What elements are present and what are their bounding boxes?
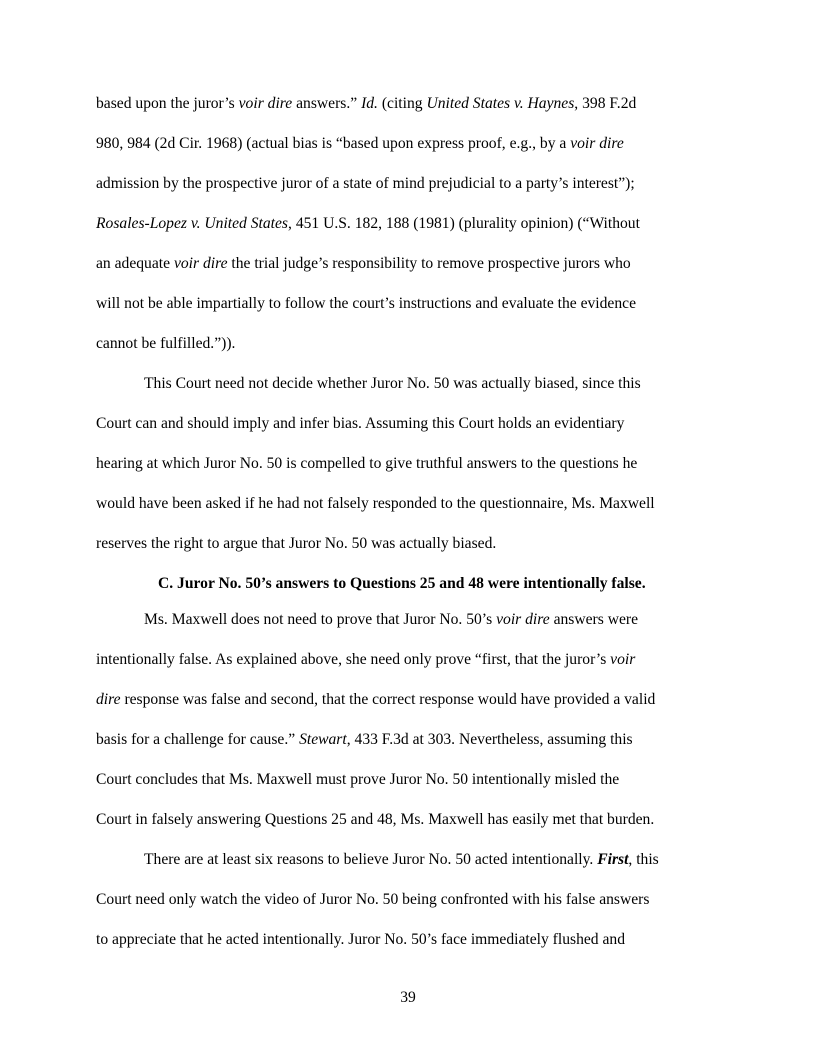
text-line [96, 730, 633, 750]
page-number: 39 [400, 989, 416, 1006]
text-run: the trial judge’s responsibility to remove prospective jurors who [227, 255, 631, 272]
text-run: United States v. Haynes [426, 95, 575, 112]
text-line [96, 94, 636, 114]
text-run: Court need only watch the video of Juror No. 50 being confronted with his false answers [96, 891, 650, 908]
text-run: response was false and second, that the correct response would have provided a valid [120, 691, 656, 708]
text-run: an adequate [96, 255, 174, 272]
text-run: voir dire [570, 135, 624, 152]
text-line [96, 294, 636, 314]
text-run: voir dire [496, 611, 550, 628]
text-run: There are at least six reasons to believe Juror No. 50 acted intentionally. [144, 851, 598, 868]
text-run: Court can and should imply and infer bias. Assuming this Court holds an evidentiary [96, 415, 625, 432]
text-run: Court in falsely answering Questions 25 and 48, Ms. Maxwell has easily met that burden. [96, 811, 655, 828]
text-run: answers.” [292, 95, 362, 112]
text-line [96, 254, 631, 274]
text-run: Court concludes that Ms. Maxwell must prove Juror No. 50 intentionally misled the [96, 771, 620, 788]
paragraph-first-line [144, 374, 641, 394]
text-line [96, 690, 655, 710]
text-run: , 451 U.S. 182, 188 (1981) (plurality opinion) (“Without [288, 215, 640, 232]
text-run: will not be able impartially to follow the court’s instructions and evaluate the evidence [96, 295, 636, 312]
text-line [96, 810, 654, 830]
text-run: admission by the prospective juror of a state of mind prejudicial to a party’s interest”); [96, 175, 635, 192]
text-run: Stewart [299, 731, 347, 748]
text-run: Id. [361, 95, 378, 112]
text-line [96, 334, 235, 354]
text-run: voir dire [173, 255, 228, 272]
text-line [96, 930, 625, 950]
text-run: to appreciate that he acted intentionally. Juror No. 50’s face immediately flushed and [96, 931, 625, 948]
text-run: basis for a challenge for cause.” [96, 731, 300, 748]
text-line [96, 214, 640, 234]
text-run: intentionally false. As explained above, she need only prove “first, that the juror’s [96, 651, 611, 668]
text-run: voir [610, 651, 636, 668]
text-run: This Court need not decide whether Juror No. 50 was actually biased, since this [144, 375, 641, 392]
paragraph-first-line [144, 850, 659, 870]
text-line [96, 650, 635, 670]
section-heading-c [158, 574, 646, 594]
text-run: First [597, 851, 629, 868]
text-line [96, 890, 649, 910]
text-run: based upon the juror’s [96, 95, 239, 112]
text-run: voir dire [238, 95, 293, 112]
text-line [96, 174, 635, 194]
paragraph-first-line [144, 610, 638, 630]
text-run: hearing at which Juror No. 50 is compelled to give truthful answers to the questions he [96, 455, 638, 472]
text-run: C. Juror No. 50’s answers to Questions 25 and 48 were intentionally false. [158, 575, 646, 592]
text-run: would have been asked if he had not falsely responded to the questionnaire, Ms. Maxwell [96, 495, 655, 512]
text-run: Rosales-Lopez v. United States [96, 215, 289, 232]
text-line [96, 134, 624, 154]
text-run: dire [96, 691, 121, 708]
text-line [96, 454, 637, 474]
text-run: cannot be fulfilled.”)). [96, 335, 236, 352]
text-run: answers were [549, 611, 638, 628]
text-run: , 433 F.3d at 303. Nevertheless, assuming this [346, 731, 633, 748]
text-line [96, 494, 655, 514]
text-run: , this [628, 851, 659, 868]
text-run: Ms. Maxwell does not need to prove that Juror No. 50’s [144, 611, 497, 628]
text-line [96, 414, 624, 434]
text-run: (citing [377, 95, 427, 112]
text-run: reserves the right to argue that Juror No. 50 was actually biased. [96, 535, 497, 552]
text-line [96, 534, 496, 554]
text-line [96, 770, 619, 790]
text-run: 980, 984 (2d Cir. 1968) (actual bias is “based upon express proof, e.g., by a [96, 135, 571, 152]
text-run: , 398 F.2d [574, 95, 637, 112]
